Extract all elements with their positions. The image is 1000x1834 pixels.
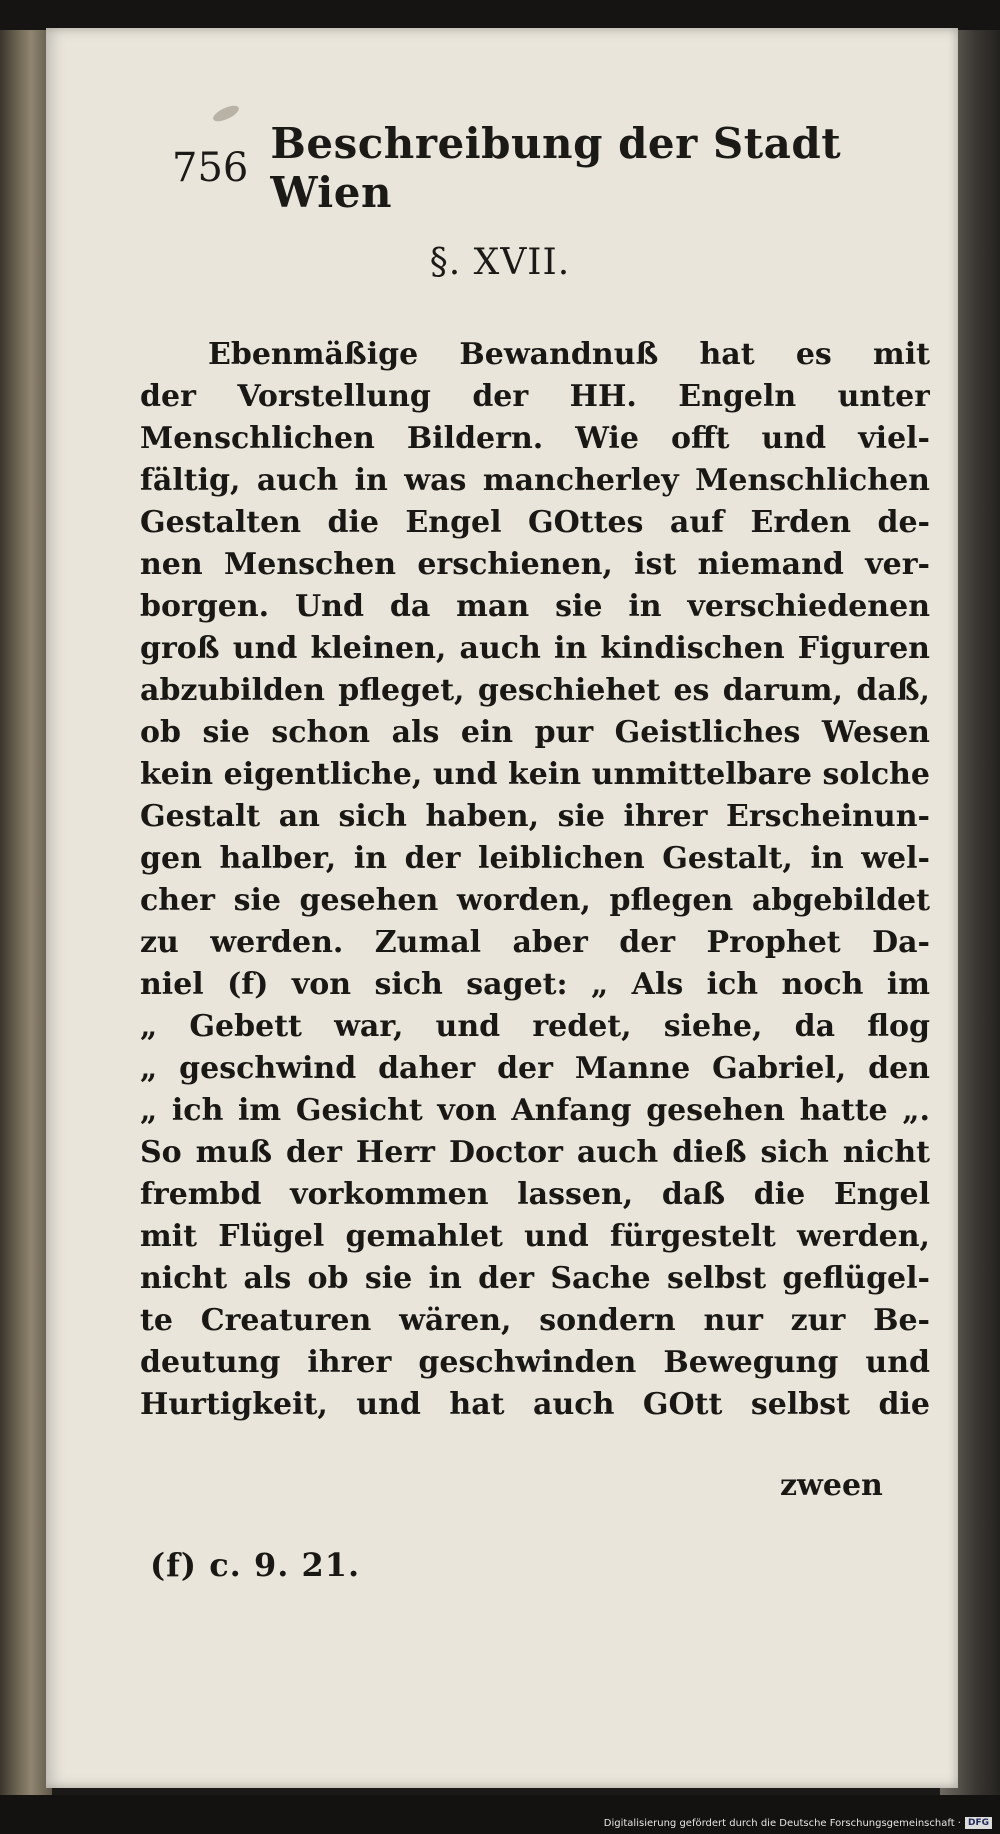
page-number: 756 [172, 145, 249, 191]
text-line: mit Flügel gemahlet und fürgestelt werden, [140, 1219, 930, 1254]
text-line: groß und kleinen, auch in kindischen Figuren [140, 631, 930, 666]
text-line: Gestalten die Engel GOttes auf Erden de- [140, 505, 930, 540]
dfg-logo: DFG [965, 1817, 992, 1829]
text-line: zu werden. Zumal aber der Prophet Da- [140, 925, 930, 960]
text-line: Gestalt an sich haben, sie ihrer Erscheinun- [140, 799, 930, 834]
text-line: deutung ihrer geschwinden Bewegung und [140, 1345, 930, 1380]
text-line: borgen. Und da man sie in verschiedenen [140, 589, 930, 624]
text-line: nen Menschen erschienen, ist niemand ver- [140, 547, 930, 582]
text-line: ob sie schon als ein pur Geistliches Wesen [140, 715, 930, 750]
text-line: „ geschwind daher der Manne Gabriel, den [140, 1051, 930, 1086]
digitization-credit [604, 1817, 992, 1829]
catchword: zween [780, 1468, 883, 1503]
text-line: frembd vorkommen lassen, daß die Engel [140, 1177, 930, 1212]
text-line: Hurtigkeit, und hat auch GOtt selbst die [140, 1387, 930, 1422]
text-line: fältig, auch in was mancherley Menschlichen [140, 463, 930, 498]
running-title: Beschreibung der Stadt Wien [270, 119, 842, 217]
page-header [172, 119, 862, 217]
ink-smudge [211, 103, 241, 125]
book-spine-edge [0, 30, 52, 1795]
text-line: der Vorstellung der HH. Engeln unter [140, 379, 930, 414]
text-line: gen halber, in der leiblichen Gestalt, in wel- [140, 841, 930, 876]
text-line: cher sie gesehen worden, pflegen abgebildet [140, 883, 930, 918]
text-line: „ Gebett war, und redet, siehe, da flog [140, 1009, 930, 1044]
section-heading: §. XVII. [429, 242, 571, 283]
text-line: So muß der Herr Doctor auch dieß sich nicht [140, 1135, 930, 1170]
text-line: Ebenmäßige Bewandnuß hat es mit [208, 337, 930, 372]
text-line: kein eigentliche, und kein unmittelbare solche [140, 757, 930, 792]
text-line: Menschlichen Bildern. Wie offt und viel- [140, 421, 930, 456]
body-text [140, 334, 930, 1426]
text-line: „ ich im Gesicht von Anfang gesehen hatte „. [140, 1093, 930, 1128]
text-line: nicht als ob sie in der Sache selbst geflügel- [140, 1261, 930, 1296]
footnote: (f) c. 9. 21. [150, 1546, 361, 1584]
scan-top-border [0, 0, 1000, 30]
text-line: niel (f) von sich saget: „ Als ich noch im [140, 967, 930, 1002]
text-line: te Creaturen wären, sondern nur zur Be- [140, 1303, 930, 1338]
text-line: abzubilden pfleget, geschiehet es darum, daß, [140, 673, 930, 708]
credit-text: Digitalisierung gefördert durch die Deutsche Forschungsgemeinschaft · [603, 1817, 961, 1829]
